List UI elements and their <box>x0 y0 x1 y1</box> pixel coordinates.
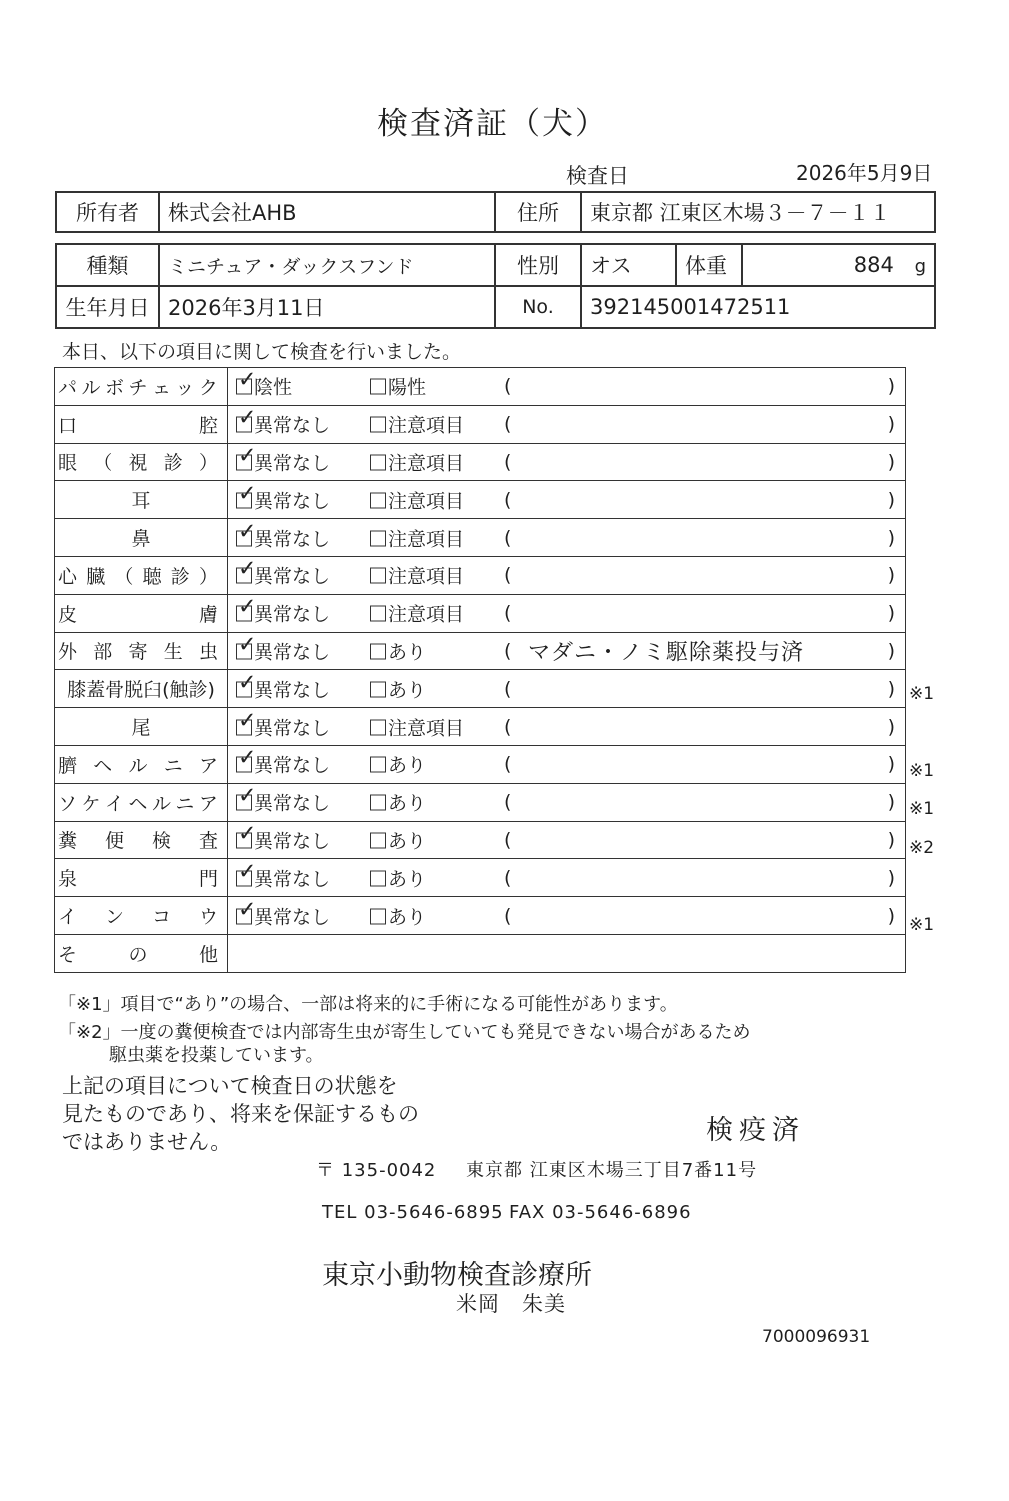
option-alert-label: あり <box>388 679 427 702</box>
check-options <box>228 859 906 897</box>
checkbox-alert[interactable] <box>370 454 386 470</box>
option-alert[interactable] <box>370 486 464 513</box>
option-alert-label: 注意項目 <box>388 528 465 551</box>
check-item-label <box>55 443 228 481</box>
option-normal-label: 異常なし <box>254 717 331 740</box>
weight-cell <box>742 244 935 286</box>
option-normal[interactable] <box>236 594 331 627</box>
footnote-marker: ※2 <box>909 837 935 858</box>
check-row <box>55 481 906 519</box>
dob-label: 生年月日 <box>56 286 159 328</box>
checkbox-alert[interactable] <box>370 530 386 546</box>
option-alert[interactable] <box>370 637 426 664</box>
check-options <box>228 821 906 859</box>
dob-value: 2026年3月11日 <box>159 286 495 328</box>
option-alert-label: あり <box>388 754 427 777</box>
option-normal-label: 異常なし <box>254 490 331 513</box>
check-row <box>55 594 906 632</box>
check-mark-icon: ✓ <box>238 745 257 771</box>
open-paren: ( <box>504 450 512 473</box>
option-normal-label: 異常なし <box>254 906 331 929</box>
option-normal[interactable] <box>236 783 331 816</box>
check-mark-icon: ✓ <box>238 632 257 658</box>
close-paren: ) <box>887 866 895 889</box>
open-paren: ( <box>504 753 512 776</box>
footnote-marker: ※1 <box>909 684 935 705</box>
open-paren: ( <box>504 526 512 549</box>
open-paren: ( <box>504 375 512 398</box>
owner-label: 所有者 <box>56 192 159 232</box>
check-row <box>55 368 906 406</box>
option-normal[interactable] <box>236 708 331 740</box>
close-paren: ) <box>887 450 895 473</box>
check-item-label <box>55 670 228 708</box>
check-item-label-text: 眼 （ 視 診 ） <box>58 452 218 475</box>
check-row <box>55 632 906 670</box>
check-row <box>55 897 906 935</box>
serial-number: 7000096931 <box>762 1327 871 1347</box>
quarantine-stamp: 検疫済 <box>706 1115 805 1146</box>
check-item-label <box>55 594 228 632</box>
check-item-label-text: 臍 ヘ ル ニ ア <box>58 754 218 777</box>
check-mark-icon: ✓ <box>238 594 257 620</box>
option-normal[interactable] <box>236 556 331 589</box>
disclaimer-line2: 見たものであり、将来を保証するもの <box>62 1102 419 1126</box>
other-row <box>55 934 906 972</box>
option-alert-label: あり <box>388 906 427 929</box>
check-options <box>228 368 906 406</box>
document-title: 検査済証（犬） <box>377 106 608 142</box>
option-alert[interactable] <box>370 373 426 400</box>
check-row <box>55 821 906 859</box>
check-mark-icon: ✓ <box>238 670 257 696</box>
check-mark-icon: ✓ <box>238 405 257 431</box>
checkbox-alert[interactable] <box>370 379 386 395</box>
weight-unit: g <box>914 256 926 277</box>
open-paren: ( <box>504 413 512 436</box>
close-paren: ) <box>887 677 895 700</box>
checkbox-normal[interactable] <box>236 783 257 811</box>
option-alert[interactable] <box>370 600 464 627</box>
open-paren: ( <box>504 639 512 662</box>
check-item-label-text: 耳 <box>131 490 151 513</box>
check-item-label <box>55 519 228 557</box>
check-item-label <box>55 708 228 746</box>
check-item-label <box>55 897 228 935</box>
option-alert-label: あり <box>388 792 427 815</box>
check-options <box>228 443 906 481</box>
clinic-address: 東京都 江東区木場三丁目7番11号 <box>466 1160 758 1181</box>
checkbox-alert[interactable] <box>370 870 386 886</box>
check-options <box>228 897 906 935</box>
option-alert[interactable] <box>370 902 426 929</box>
option-normal-label: 異常なし <box>254 565 331 588</box>
check-item-label <box>55 783 228 821</box>
check-mark-icon: ✓ <box>238 708 257 734</box>
option-alert-label: あり <box>388 830 427 853</box>
checkbox-alert[interactable] <box>370 417 386 433</box>
option-alert[interactable] <box>370 826 426 853</box>
check-mark-icon: ✓ <box>238 821 257 847</box>
option-alert[interactable] <box>370 675 426 702</box>
check-item-label-text: 外 部 寄 生 虫 <box>58 641 218 664</box>
checkbox-normal[interactable] <box>236 556 257 584</box>
option-alert-label: 注意項目 <box>388 452 465 475</box>
check-item-label <box>55 556 228 594</box>
option-normal-label: 異常なし <box>254 868 331 891</box>
close-paren: ) <box>887 828 895 851</box>
check-options <box>228 594 906 632</box>
check-options <box>228 783 906 821</box>
open-paren: ( <box>504 904 512 927</box>
checkbox-alert[interactable] <box>370 568 386 584</box>
breed-value: ミニチュア・ダックスフンド <box>159 244 495 286</box>
checkbox-alert[interactable] <box>370 719 386 735</box>
close-paren: ) <box>887 413 895 436</box>
weight-value: 884 <box>853 253 894 277</box>
check-row <box>55 405 906 443</box>
checkbox-normal[interactable] <box>236 519 257 546</box>
option-normal-label: 異常なし <box>254 641 331 664</box>
check-mark-icon: ✓ <box>238 481 257 507</box>
option-alert-label: 陽性 <box>388 376 427 399</box>
disclaimer-line1: 上記の項目について検査日の状態を <box>62 1074 398 1098</box>
close-paren: ) <box>887 564 895 587</box>
remark-text: マダニ・ノミ駆除薬投与済 <box>528 640 805 666</box>
footnote-marker: ※1 <box>909 799 935 820</box>
checkbox-normal[interactable] <box>236 632 257 659</box>
check-mark-icon: ✓ <box>238 443 257 469</box>
option-normal[interactable] <box>236 670 331 702</box>
no-label: No. <box>495 286 581 328</box>
close-paren: ) <box>887 791 895 814</box>
option-normal[interactable] <box>236 821 331 853</box>
check-mark-icon: ✓ <box>238 859 257 885</box>
option-normal-label: 異常なし <box>254 452 331 475</box>
footnote-2-line2: 駆虫薬を投薬しています。 <box>109 1045 324 1066</box>
weight-label: 体重 <box>676 244 742 286</box>
check-row <box>55 859 906 897</box>
check-item-label-text: イ ン コ ウ <box>58 906 218 929</box>
option-normal-label: 陰性 <box>254 376 293 399</box>
option-alert-label: 注意項目 <box>388 565 465 588</box>
sex-label: 性別 <box>495 244 581 286</box>
check-item-label-text: 糞 便 検 査 <box>58 830 218 853</box>
checkbox-alert[interactable] <box>370 908 386 924</box>
option-normal[interactable] <box>236 519 331 551</box>
checkbox-normal[interactable] <box>236 745 257 773</box>
check-item-label-text: 尾 <box>131 717 151 740</box>
close-paren: ) <box>887 904 895 927</box>
checkbox-normal[interactable] <box>236 670 257 697</box>
option-normal-label: 異常なし <box>254 414 331 437</box>
check-mark-icon: ✓ <box>238 556 257 582</box>
checkbox-alert[interactable] <box>370 492 386 508</box>
checkbox-normal[interactable] <box>236 594 257 622</box>
postal-code: 〒 135-0042 <box>316 1160 437 1181</box>
owner-value: 株式会社AHB <box>159 192 495 232</box>
checkbox-alert[interactable] <box>370 643 386 659</box>
check-mark-icon: ✓ <box>238 897 257 923</box>
check-row <box>55 708 906 746</box>
owner-table <box>55 191 936 233</box>
checkbox-normal[interactable] <box>236 405 257 433</box>
checkbox-normal[interactable] <box>236 708 257 735</box>
check-item-label <box>55 745 228 783</box>
option-alert[interactable] <box>370 524 464 551</box>
footnote-1: 「※1」項目で“あり”の場合、一部は将来的に手術になる可能性があります。 <box>58 994 678 1015</box>
footnote-marker: ※1 <box>909 761 935 781</box>
checkbox-normal[interactable] <box>236 367 257 395</box>
option-normal-label: 異常なし <box>254 754 331 777</box>
check-options <box>228 405 906 443</box>
checkbox-alert[interactable] <box>370 795 386 811</box>
check-item-label <box>55 405 228 443</box>
check-item-label <box>55 368 228 406</box>
option-normal[interactable] <box>236 745 331 778</box>
option-alert[interactable] <box>370 411 464 438</box>
option-alert-label: あり <box>388 641 427 664</box>
check-item-label-text: パ ル ボ チ ェ ッ ク <box>58 376 218 399</box>
open-paren: ( <box>504 866 512 889</box>
option-normal-label: 異常なし <box>254 528 331 551</box>
no-value: 392145001472511 <box>581 286 935 328</box>
checkbox-normal[interactable] <box>236 443 257 470</box>
check-options <box>228 708 906 746</box>
other-value[interactable] <box>228 934 906 972</box>
option-normal-label: 異常なし <box>254 679 331 702</box>
close-paren: ) <box>887 715 895 738</box>
check-table <box>54 367 906 973</box>
close-paren: ) <box>887 753 895 776</box>
option-normal[interactable] <box>236 443 331 475</box>
sex-value: オス <box>581 244 676 286</box>
clinic-tel: TEL 03-5646-6895 <box>322 1202 504 1223</box>
open-paren: ( <box>504 677 512 700</box>
close-paren: ) <box>887 375 895 398</box>
option-normal[interactable] <box>236 481 331 513</box>
option-alert-label: 注意項目 <box>388 717 465 740</box>
open-paren: ( <box>504 828 512 851</box>
open-paren: ( <box>504 791 512 814</box>
check-options <box>228 670 906 708</box>
disclaimer-line3: ではありません。 <box>62 1130 232 1154</box>
option-normal[interactable] <box>236 405 331 438</box>
check-item-label-text: 心 臓 （ 聴 診 ） <box>58 565 218 588</box>
check-item-label <box>55 481 228 519</box>
check-options <box>228 556 906 594</box>
clinic-fax: FAX 03-5646-6896 <box>509 1202 692 1223</box>
check-mark-icon: ✓ <box>238 519 257 545</box>
pet-table <box>55 243 936 329</box>
inspector-name: 米岡 朱美 <box>456 1292 566 1316</box>
footnote-2-line1: 「※2」一度の糞便検査では内部寄生虫が寄生していても発見できない場合があるため <box>58 1022 751 1043</box>
checkbox-alert[interactable] <box>370 606 386 622</box>
footnote-marker: ※1 <box>909 914 935 935</box>
close-paren: ) <box>887 526 895 549</box>
option-normal[interactable] <box>236 632 331 664</box>
option-alert-label: あり <box>388 868 427 891</box>
inspection-date-label: 検査日 <box>566 164 629 188</box>
address-value: 東京都 江東区木場３－７－１１ <box>581 192 935 232</box>
close-paren: ) <box>887 639 895 662</box>
check-item-label <box>55 632 228 670</box>
address-label: 住所 <box>495 192 581 232</box>
check-item-label-text: 皮 膚 <box>58 603 218 626</box>
open-paren: ( <box>504 715 512 738</box>
breed-label: 種類 <box>56 244 159 286</box>
inspection-date-value: 2026年5月9日 <box>796 161 933 185</box>
check-item-label-text: 鼻 <box>131 528 151 551</box>
check-mark-icon: ✓ <box>238 783 257 809</box>
checkbox-normal[interactable] <box>236 859 257 886</box>
open-paren: ( <box>504 602 512 625</box>
close-paren: ) <box>887 488 895 511</box>
check-row <box>55 519 906 557</box>
open-paren: ( <box>504 564 512 587</box>
option-alert-label: 注意項目 <box>388 603 465 626</box>
option-alert[interactable] <box>370 713 464 740</box>
check-item-label <box>55 821 228 859</box>
option-alert[interactable] <box>370 448 464 475</box>
checkbox-normal[interactable] <box>236 481 257 508</box>
option-normal-label: 異常なし <box>254 603 331 626</box>
option-alert-label: 注意項目 <box>388 414 465 437</box>
option-normal[interactable] <box>236 859 331 891</box>
option-alert-label: 注意項目 <box>388 490 465 513</box>
option-normal-label: 異常なし <box>254 830 331 853</box>
checkbox-normal[interactable] <box>236 897 257 924</box>
option-alert[interactable] <box>370 751 426 778</box>
check-item-label <box>55 859 228 897</box>
check-row <box>55 745 906 783</box>
check-item-label-text: ソ ケ イ ヘ ル ニ ア <box>58 792 218 815</box>
check-row <box>55 443 906 481</box>
check-item-label-text: 口 腔 <box>58 414 218 437</box>
check-row <box>55 670 906 708</box>
option-alert[interactable] <box>370 562 464 589</box>
check-options <box>228 745 906 783</box>
check-row <box>55 783 906 821</box>
close-paren: ) <box>887 602 895 625</box>
clinic-name: 東京小動物検査診療所 <box>322 1260 592 1291</box>
option-normal-label: 異常なし <box>254 792 331 815</box>
other-label-text: そ の 他 <box>58 943 218 966</box>
check-item-label-text: 泉 門 <box>58 868 218 891</box>
checkbox-alert[interactable] <box>370 757 386 773</box>
intro-text: 本日、以下の項目に関して検査を行いました。 <box>62 341 462 363</box>
checkbox-normal[interactable] <box>236 821 257 848</box>
other-label <box>55 934 228 972</box>
option-normal[interactable] <box>236 897 331 929</box>
check-mark-icon: ✓ <box>238 367 257 393</box>
check-options <box>228 632 906 670</box>
option-normal[interactable] <box>236 367 293 400</box>
checkbox-alert[interactable] <box>370 832 386 848</box>
check-options <box>228 481 906 519</box>
check-row <box>55 556 906 594</box>
check-options <box>228 519 906 557</box>
open-paren: ( <box>504 488 512 511</box>
checkbox-alert[interactable] <box>370 681 386 697</box>
check-item-label-text: 膝蓋骨脱臼(触診) <box>67 679 215 702</box>
option-alert[interactable] <box>370 864 426 891</box>
option-alert[interactable] <box>370 789 426 816</box>
